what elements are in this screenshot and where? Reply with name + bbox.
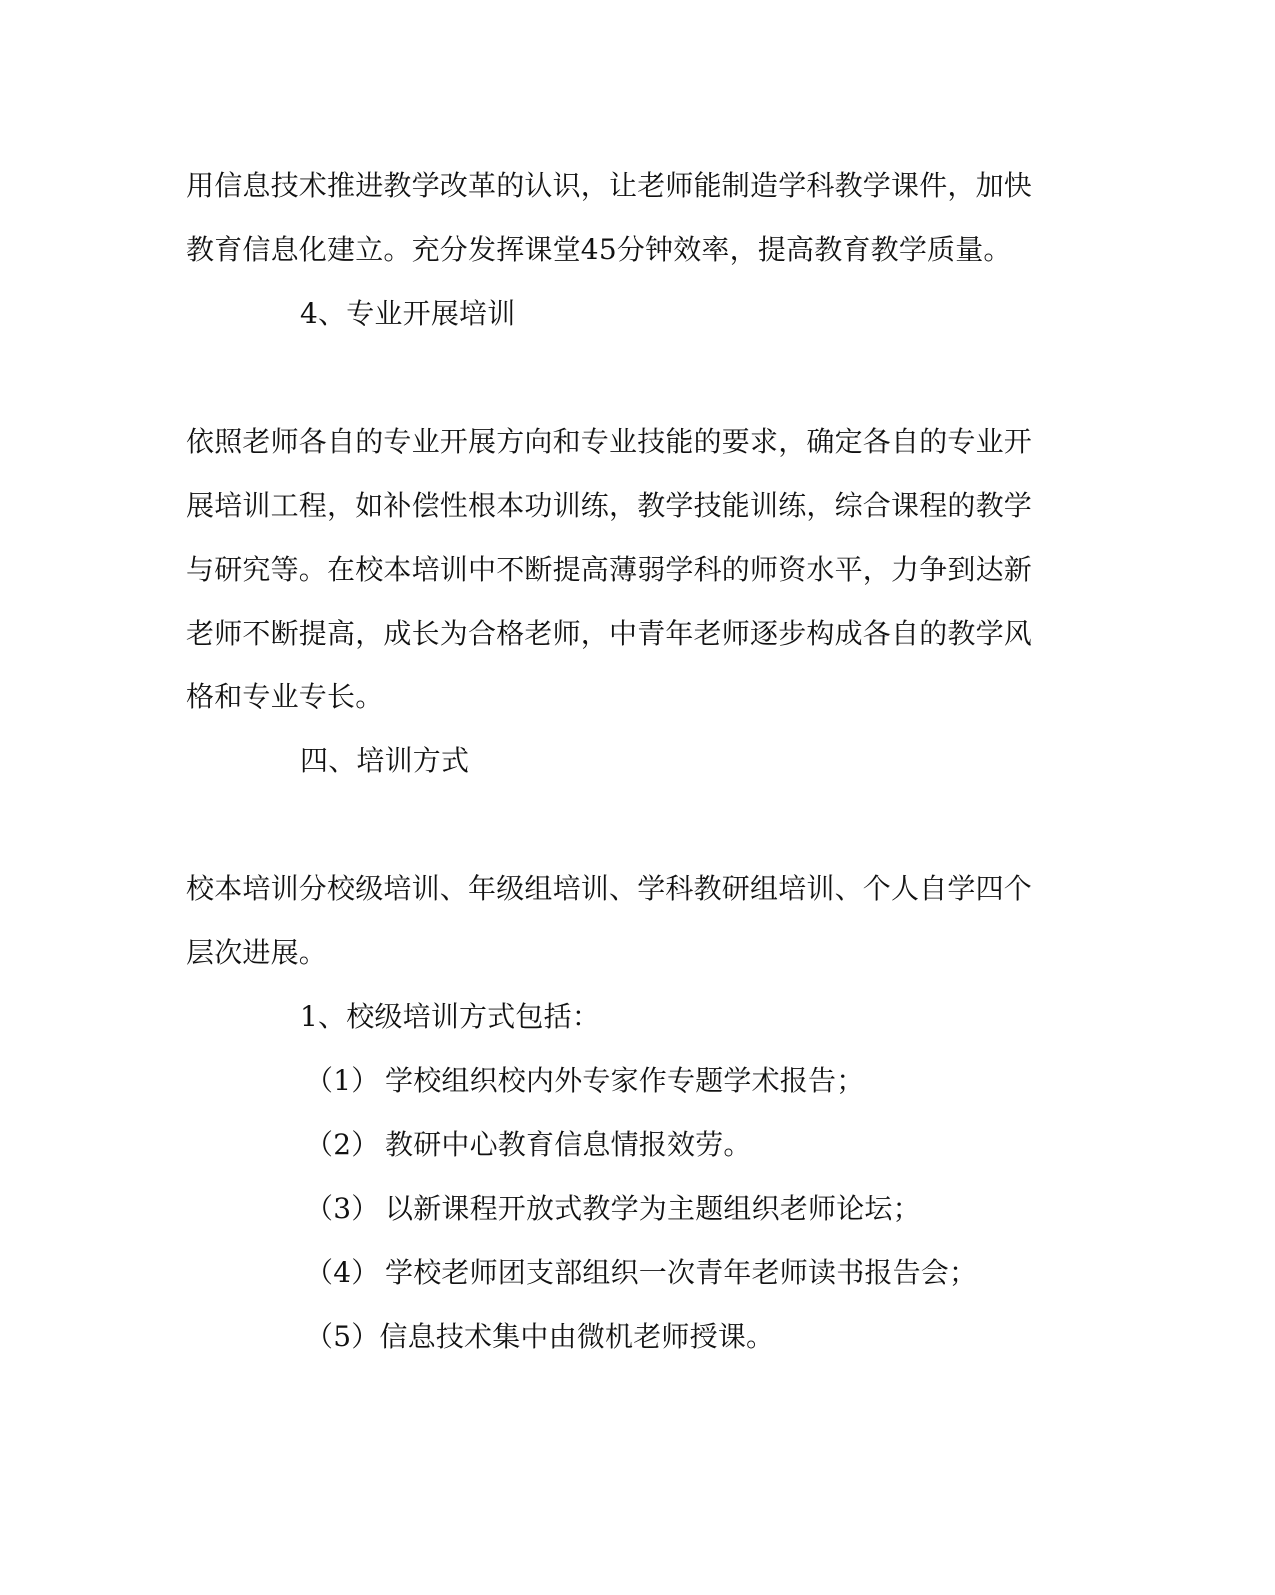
list-item-text: 学校老师团支部组织一次青年老师读书报告会；: [385, 1256, 978, 1289]
subsection-heading: 1、校级培训方式包括：: [300, 1000, 601, 1033]
list-item: （5）信息技术集中由微机老师授课。: [305, 1320, 775, 1353]
list-item: [305, 1189, 921, 1229]
paragraph-line: 层次进展。: [186, 936, 328, 969]
section-heading: 4、专业开展培训: [300, 297, 516, 330]
list-item-number: （3）: [305, 1192, 380, 1225]
paragraph-line: 校本培训分校级培训、年级组培训、学科教研组培训、个人自学四个: [186, 872, 1033, 905]
paragraph-line: 展培训工程，如补偿性根本功训练，教学技能训练，综合课程的教学: [186, 489, 1033, 522]
paragraph-line: 依照老师各自的专业开展方向和专业技能的要求，确定各自的专业开: [186, 425, 1033, 458]
paragraph-line: 老师不断提高，成长为合格老师，中青年老师逐步构成各自的教学风: [186, 617, 1033, 650]
list-item-text: 教研中心教育信息情报效劳。: [385, 1128, 752, 1161]
list-item-text: 学校组织校内外专家作专题学术报告；: [385, 1064, 865, 1097]
list-item-text: 以新课程开放式教学为主题组织老师论坛；: [385, 1192, 921, 1225]
paragraph-line: 与研究等。在校本培训中不断提高薄弱学科的师资水平，力争到达新: [186, 553, 1033, 586]
list-item: [305, 1061, 864, 1101]
list-item: [305, 1253, 977, 1293]
paragraph-line: 教育信息化建立。充分发挥课堂45分钟效率，提高教育教学质量。: [186, 233, 1012, 266]
list-item-number: （2）: [305, 1128, 380, 1161]
list-item-number: （4）: [305, 1256, 380, 1289]
paragraph-line: 格和专业专长。: [186, 680, 384, 713]
section-heading: 四、培训方式: [300, 744, 470, 777]
list-item-number: （1）: [305, 1064, 380, 1097]
paragraph-line: 用信息技术推进教学改革的认识，让老师能制造学科教学课件，加快: [186, 169, 1033, 202]
list-item: [305, 1125, 752, 1165]
